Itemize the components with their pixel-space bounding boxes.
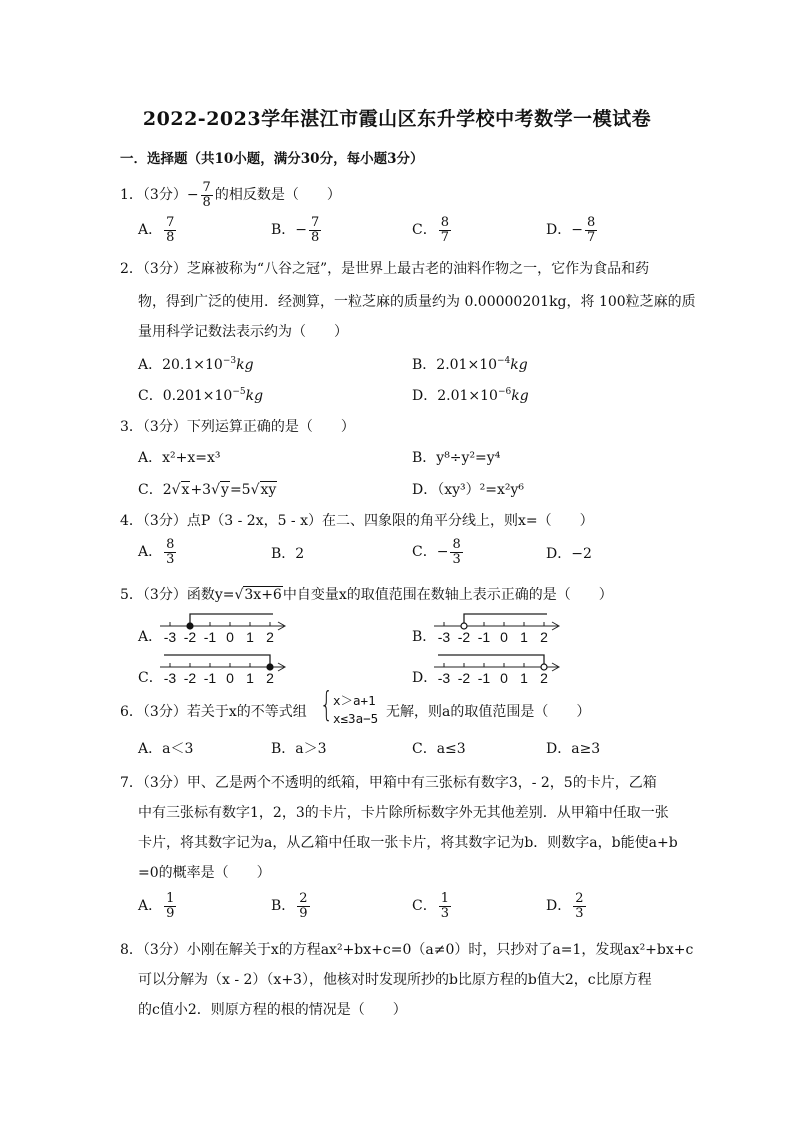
question-2-line-2: 物，得到广泛的使用．经测算，一粒芝麻的质量约为 0.00000201kg，将 100粒芝麻的质 (138, 294, 696, 310)
tick-label: -3 (437, 670, 451, 686)
question-5-option-b-label: B． (412, 629, 437, 645)
tick-label: 0 (226, 629, 234, 645)
question-2-line-3: 量用科学记数法表示约为（ ） (138, 324, 348, 340)
question-1-option-d: D．− $\frac{8}{7}$ (546, 215, 596, 245)
solution-ray (464, 614, 547, 626)
brace-symbol: { (320, 685, 333, 725)
number-line-b (432, 604, 562, 646)
tick-label: 2 (540, 629, 548, 645)
page-title: 2022-2023学年湛江市霞山区东升学校中考数学一模试卷 (142, 108, 652, 130)
tick-label: -3 (437, 629, 451, 645)
tick-label: 1 (520, 629, 528, 645)
question-3-option-b: B．y⁸÷y²=y⁴ (412, 450, 501, 466)
tick-label: -1 (203, 629, 217, 645)
question-2-option-b: B．$2.01\times 10^{-4}kg$ (412, 356, 528, 373)
question-4-option-a: A． $\frac{8}{3}$ (138, 537, 175, 567)
tick-label: -2 (457, 670, 471, 686)
question-5-option-d-label: D． (412, 670, 438, 686)
question-8-line-1: 8．（3分）小刚在解关于x的方程ax²+bx+c=0（a≠0）时，只抄对了a=1，发现ax²+bx+c (120, 942, 694, 958)
question-2-line-1: 2．（3分）芝麻被称为“八谷之冠”，是世界上最古老的油料作物之一，它作为食品和药 (120, 261, 650, 277)
question-4-option-c: C．− $\frac{8}{3}$ (412, 537, 461, 567)
question-7-option-d: D． $\frac{2}{3}$ (546, 891, 584, 921)
question-7-line-4: =0的概率是（ ） (138, 865, 271, 881)
tick-label: -3 (163, 670, 177, 686)
question-7-line-3: 卡片，将其数字记为a，从乙箱中任取一张卡片，将其数字记为b．则数字a，b能使a+b (138, 835, 678, 851)
question-7-line-1: 7．（3分）甲、乙是两个不透明的纸箱，甲箱中有三张标有数字3，- 2，5的卡片，乙箱 (120, 775, 657, 791)
question-7-option-a: A． $\frac{1}{9}$ (138, 891, 175, 921)
tick-label: -2 (183, 670, 197, 686)
number-line-c (158, 645, 288, 687)
tick-label: 0 (500, 670, 508, 686)
question-5-option-a-label: A． (138, 629, 163, 645)
tick-label: 1 (246, 670, 254, 686)
question-8-line-3: 的c值小2．则原方程的根的情况是（ ） (138, 1002, 407, 1018)
tick-label: -1 (203, 670, 217, 686)
question-7-option-c: C． $\frac{1}{3}$ (412, 891, 449, 921)
open-dot (461, 623, 467, 629)
question-5-stem: 5．（3分）函数y=√3x+6中自变量x的取值范围在数轴上表示正确的是（ ） (120, 587, 613, 603)
question-3-option-d: D．（xy³）²=x²y⁶ (412, 482, 525, 498)
fraction: $\frac{7}{8}$ (202, 180, 211, 210)
question-6-stem-b: 无解，则a的取值范围是（ ） (386, 704, 591, 720)
inequality-2: x≤3a−5 (333, 711, 379, 726)
number-line-a (158, 604, 288, 646)
tick-label: 0 (500, 629, 508, 645)
question-6-option-a: A．a＜3 (138, 741, 194, 757)
tick-label: 2 (266, 629, 274, 645)
question-6-option-b: B．a＞3 (271, 741, 327, 757)
tick-label: 2 (266, 670, 274, 686)
tick-label: -2 (457, 629, 471, 645)
question-8-line-2: 可以分解为（x - 2）（x+3），他核对时发现所抄的b比原方程的b值大2，c比原方程 (138, 972, 652, 988)
question-3-option-a: A．x²+x=x³ (138, 450, 221, 466)
open-dot (541, 664, 547, 670)
question-4-option-b: B．2 (271, 546, 305, 562)
tick-label: 1 (520, 670, 528, 686)
tick-label: -3 (163, 629, 177, 645)
question-4-option-d: D．−2 (546, 546, 592, 562)
question-4-stem: 4．（3分）点P（3 - 2x，5 - x）在二、四象限的角平分线上，则x=（ ） (120, 513, 594, 529)
closed-dot (187, 623, 193, 629)
question-7-option-b: B． $\frac{2}{9}$ (271, 891, 308, 921)
question-2-option-d: D．$2.01\times 10^{-6}kg$ (412, 387, 529, 404)
tick-label: 0 (226, 670, 234, 686)
question-6-option-c: C．a≤3 (412, 741, 466, 757)
question-2-option-c: C．$0.201\times 10^{-5}kg$ (138, 387, 264, 404)
question-1-option-a: A． $\frac{7}{8}$ (138, 215, 175, 245)
tick-label: -1 (477, 629, 491, 645)
closed-dot (267, 664, 273, 670)
tick-label: 2 (540, 670, 548, 686)
question-1-option-b: B．− $\frac{7}{8}$ (271, 215, 320, 245)
question-1-stem: 1．（3分）− $\frac{7}{8}$ 的相反数是（ ） (120, 180, 341, 210)
question-6-stem-a: 6．（3分）若关于x的不等式组 (120, 704, 307, 720)
question-3-stem: 3．（3分）下列运算正确的是（ ） (120, 419, 355, 435)
question-7-line-2: 中有三张标有数字1，2，3的卡片，卡片除所标数字外无其他差别．从甲箱中任取一张 (138, 805, 669, 821)
question-6-option-d: D．a≥3 (546, 741, 601, 757)
tick-label: 1 (246, 629, 254, 645)
solution-ray (164, 655, 270, 667)
question-1-option-c: C． $\frac{8}{7}$ (412, 215, 449, 245)
section-heading: 一．选择题（共10小题，满分30分，每小题3分） (120, 151, 424, 167)
inequality-1: x＞a+1 (333, 693, 376, 708)
solution-ray (190, 614, 273, 626)
question-5-option-c-label: C． (138, 670, 163, 686)
tick-label: -2 (183, 629, 197, 645)
number-line-d (432, 645, 562, 687)
question-3-option-c: C．2√x+3√y=5√xy (138, 482, 277, 498)
solution-ray (438, 655, 544, 667)
question-2-option-a: A．$20.1\times 10^{-3}kg$ (138, 356, 254, 373)
tick-label: -1 (477, 670, 491, 686)
